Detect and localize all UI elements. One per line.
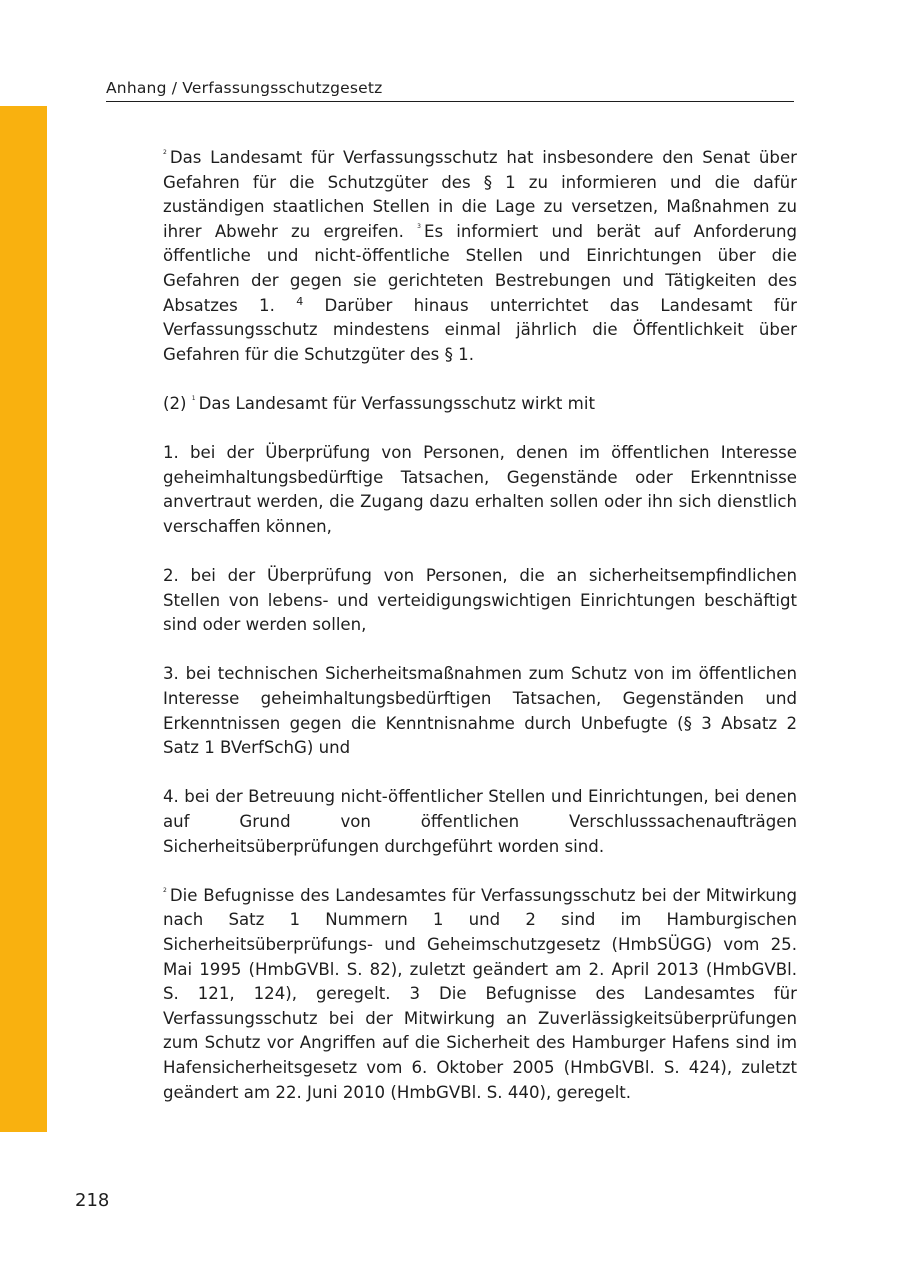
- paragraph-text: Das Landesamt für Verfassungsschutz wirkt mit: [198, 393, 595, 413]
- list-item: 2. bei der Überprüfung von Personen, die an sicherheitsempfindlichen Stellen von lebens- und verteidigungswichtigen Einrichtungen beschäftigt sind oder werden sollen,: [163, 566, 797, 635]
- section-number: (2): [163, 393, 187, 413]
- paragraph-section-2: [163, 392, 797, 417]
- sentence-number: 2: [163, 149, 167, 156]
- running-header-title: Anhang / Verfassungsschutzgesetz: [106, 79, 383, 97]
- paragraph-text: Das Landesamt für Verfassungsschutz hat insbesondere den Senat über Gefahren für die Schutzgüter des § 1 zu informieren und die dafür zuständigen staatlichen Stellen in die Lage zu versetzen, Maßnahmen zu ihrer Abwehr zu ergreifen.: [163, 148, 797, 241]
- list-item: 3. bei technischen Sicherheitsmaßnahmen zum Schutz von im öffentlichen Interesse geheimhaltungsbedürftigen Tatsachen, Gegenständen und Erkenntnissen gegen die Kenntnisnahme durch Unbefugte (§ 3 Absatz 2 Satz 1 BVerfSchG) und: [163, 664, 797, 758]
- sentence-number: 3: [417, 222, 421, 230]
- running-header: [106, 78, 794, 102]
- sentence-number: 2: [163, 886, 167, 894]
- sentence-number: 1: [191, 394, 196, 402]
- list-item: 4. bei der Betreuung nicht-öffentlicher Stellen und Einrichtungen, bei denen auf Grund von öffentlichen Verschlusssachenaufträgen Sicherheitsüberprüfungen durchgeführt worden sind.: [163, 787, 797, 856]
- page-number: 218: [75, 1190, 110, 1211]
- list-item: 1. bei der Überprüfung von Personen, denen im öffentlichen Interesse geheimhaltungsbedürftige Tatsachen, Gegenstände oder Erkenntnisse anvertraut werden, die Zugang dazu erhalten sollen oder ihn sich dienstlich verschaffen können,: [163, 443, 797, 536]
- sentence-number: 4: [296, 294, 304, 308]
- paragraph-text: Es informiert und berät auf Anforderung öffentliche und nicht-öffentliche Stellen und Einrichtungen über die Gefahren der gegen sie gerichteten Bestrebungen und Tätigkeiten des Absatzes 1.: [163, 221, 797, 315]
- side-color-bar: [0, 106, 47, 1132]
- paragraph-intro: [163, 146, 797, 367]
- paragraph-text: Die Befugnisse des Landesamtes für Verfassungsschutz bei der Mitwirkung nach Satz 1 Nummern 1 und 2 sind im Hamburgischen Sicherheitsüberprüfungs- und Geheimschutzgesetz (HmbSÜGG) vom 25. Mai 1995 (HmbGVBl. S. 82), zuletzt geändert am 2. April 2013 (HmbGVBl. S. 121, 124), geregelt. 3 Die Befugnisse des Landesamtes für Verfassungsschutz bei der Mitwirkung an Zuverlässigkeitsüberprüfungen zum Schutz vor Angriffen auf die Sicherheit des Hamburger Hafens sind im Hafensicherheitsgesetz vom 6. Oktober 2005 (HmbGVBl. S. 424), zuletzt geändert am 22. Juni 2010 (HmbGVBl. S. 440), geregelt.: [163, 885, 797, 1102]
- paragraph-closing: [163, 884, 797, 1105]
- page-body: [163, 146, 797, 1105]
- paragraph-text: Darüber hinaus unterrichtet das Landesamt für Verfassungsschutz mindestens einmal jährlich die Öffentlichkeit über Gefahren für die Schutzgüter des § 1.: [163, 295, 797, 364]
